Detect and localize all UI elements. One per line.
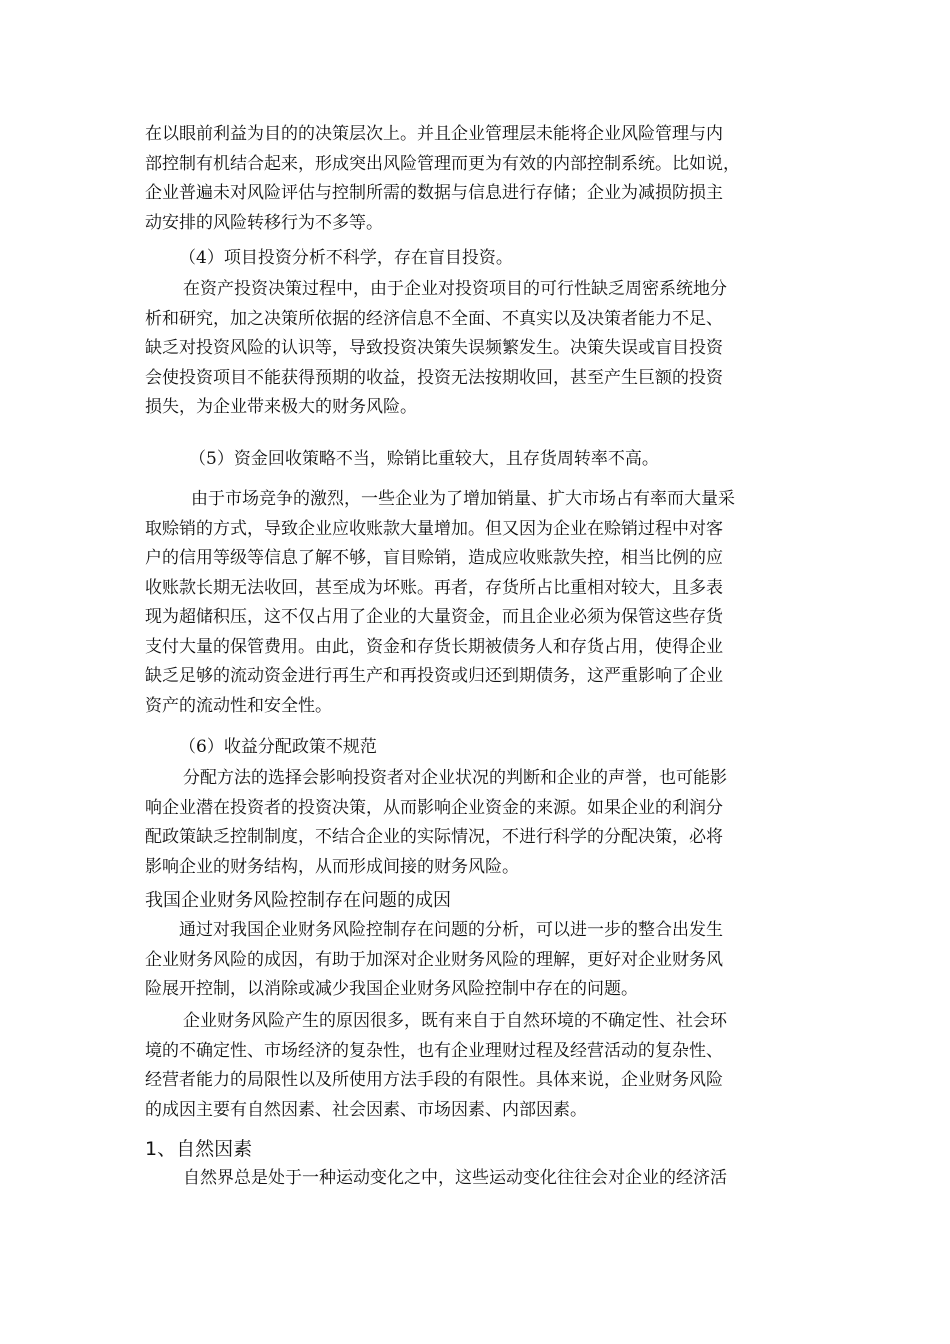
item-6-title <box>145 733 815 763</box>
text-line: 企业普遍未对风险评估与控制所需的数据与信息进行存储；企业为减损防损主 <box>145 183 723 203</box>
text-line: 户的信用等级等信息了解不够，盲目赊销，造成应收账款失控，相当比例的应 <box>145 548 723 568</box>
text-line: 动安排的风险转移行为不多等。 <box>145 212 383 233</box>
text-line: 经营者能力的局限性以及所使用方法手段的有限性。具体来说，企业财务风险 <box>145 1070 723 1090</box>
text-line: 析和研究，加之决策所依据的经济信息不全面、不真实以及决策者能力不足、 <box>145 308 723 329</box>
text-line: 部控制有机结合起来，形成突出风险管理而更为有效的内部控制系统。比如说， <box>145 153 740 174</box>
paragraph-causes-detail <box>145 1007 815 1125</box>
text-line: 由于市场竞争的激烈，一些企业为了增加销量、扩大市场占有率而大量采 <box>191 489 735 509</box>
paragraph-natural-factors <box>145 1164 815 1194</box>
text-line: 现为超储积压，这不仅占用了企业的大量资金，而且企业必须为保管这些存货 <box>145 607 723 627</box>
text-line: （4）项目投资分析不科学，存在盲目投资。 <box>179 248 513 268</box>
paragraph-investment-analysis <box>145 275 815 423</box>
paragraph-credit-sales <box>145 485 815 721</box>
text-line: 影响企业的财务结构，从而形成间接的财务风险。 <box>145 856 519 877</box>
paragraph-profit-distribution <box>145 764 815 882</box>
text-line: （5）资金回收策略不当，赊销比重较大，且存货周转率不高。 <box>189 449 659 469</box>
text-line: 境的不确定性、市场经济的复杂性，也有企业理财过程及经营活动的复杂性、 <box>145 1040 723 1061</box>
section-heading: 我国企业财务风险控制存在问题的成因 <box>145 890 451 911</box>
text-line: 自然界总是处于一种运动变化之中，这些运动变化往往会对企业的经济活 <box>183 1168 727 1188</box>
text-line: 损失，为企业带来极大的财务风险。 <box>145 397 417 417</box>
text-line: 分配方法的选择会影响投资者对企业状况的判断和企业的声誉，也可能影 <box>183 768 727 788</box>
text-line: 缺乏足够的流动资金进行再生产和再投资或归还到期债务，这严重影响了企业 <box>145 666 723 686</box>
text-line: 支付大量的保管费用。由此，资金和存货长期被债务人和存货占用，使得企业 <box>145 636 723 657</box>
text-line: 险展开控制，以消除或减少我国企业财务风险控制中存在的问题。 <box>145 979 638 999</box>
text-line: 在资产投资决策过程中，由于企业对投资项目的可行性缺乏周密系统地分 <box>183 279 727 299</box>
text-line: 在以眼前利益为目的的决策层次上。并且企业管理层未能将企业风险管理与内 <box>145 124 723 144</box>
text-line: 缺乏对投资风险的认识等，导致投资决策失误频繁发生。决策失误或盲目投资 <box>145 338 723 358</box>
text-line: 响企业潜在投资者的投资决策，从而影响企业资金的来源。如果企业的利润分 <box>145 797 723 818</box>
text-line: 配政策缺乏控制制度，不结合企业的实际情况，不进行科学的分配决策，必将 <box>145 827 723 847</box>
paragraph-causes-intro <box>145 916 815 1005</box>
item-4-title <box>145 244 815 274</box>
text-line: 企业财务风险产生的原因很多，既有来自于自然环境的不确定性、社会环 <box>183 1011 727 1031</box>
text-line: 收账款长期无法收回，甚至成为坏账。再者，存货所占比重相对较大，且多表 <box>145 577 723 598</box>
text-line: （6）收益分配政策不规范 <box>179 737 377 757</box>
item-5-title <box>145 445 815 475</box>
text-line: 企业财务风险的成因，有助于加深对企业财务风险的理解，更好对企业财务风 <box>145 949 723 970</box>
subsection-heading: 1、自然因素 <box>145 1138 253 1160</box>
text-line: 资产的流动性和安全性。 <box>145 695 332 716</box>
text-line: 会使投资项目不能获得预期的收益，投资无法按期收回，甚至产生巨额的投资 <box>145 367 723 388</box>
text-line: 取赊销的方式，导致企业应收账款大量增加。但又因为企业在赊销过程中对客 <box>145 518 723 539</box>
paragraph-decision-level <box>145 120 815 238</box>
text-line: 的成因主要有自然因素、社会因素、市场因素、内部因素。 <box>145 1099 587 1120</box>
text-line: 通过对我国企业财务风险控制存在问题的分析，可以进一步的整合出发生 <box>179 920 723 940</box>
